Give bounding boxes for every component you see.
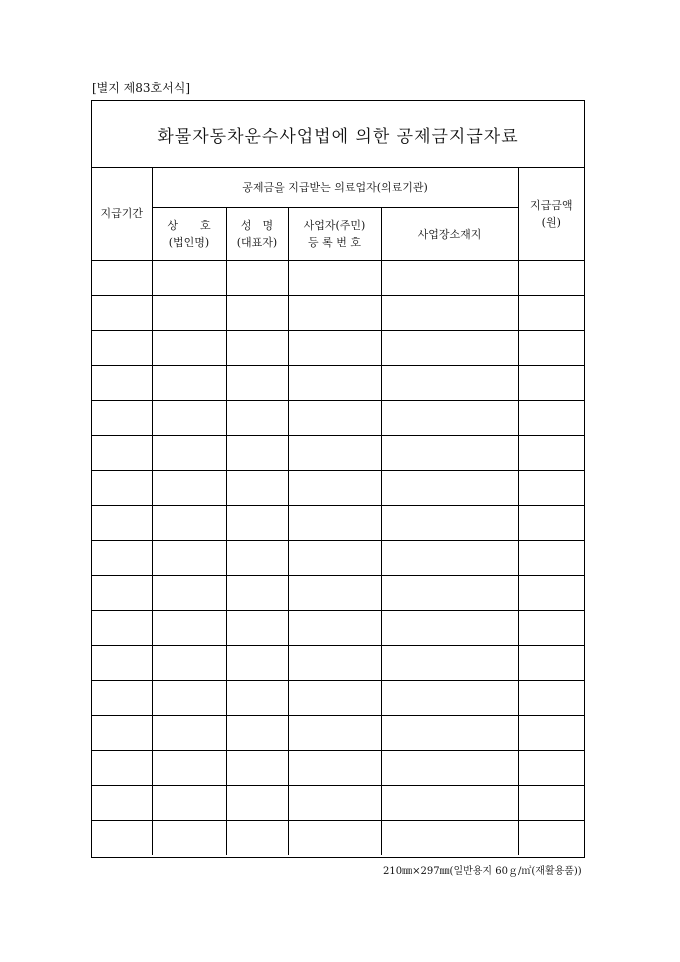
trade-name-cell[interactable] <box>152 401 226 436</box>
representative-cell[interactable] <box>226 471 288 506</box>
amount-cell[interactable] <box>518 646 584 681</box>
amount-cell[interactable] <box>518 436 584 471</box>
payment-table <box>92 167 584 855</box>
representative-cell[interactable] <box>226 821 288 856</box>
header-registration-number <box>288 208 381 261</box>
address-cell[interactable] <box>381 646 518 681</box>
amount-cell[interactable] <box>518 471 584 506</box>
representative-cell[interactable] <box>226 331 288 366</box>
period-cell[interactable] <box>92 646 152 681</box>
registration-cell[interactable] <box>288 436 381 471</box>
address-cell[interactable] <box>381 331 518 366</box>
representative-cell[interactable] <box>226 681 288 716</box>
amount-cell[interactable] <box>518 506 584 541</box>
period-cell[interactable] <box>92 716 152 751</box>
address-cell[interactable] <box>381 436 518 471</box>
registration-cell[interactable] <box>288 331 381 366</box>
registration-cell[interactable] <box>288 716 381 751</box>
period-cell[interactable] <box>92 821 152 856</box>
header-trade-name <box>152 208 226 261</box>
address-cell[interactable] <box>381 471 518 506</box>
amount-cell[interactable] <box>518 331 584 366</box>
header-representative-line2: (대표자) <box>236 236 278 249</box>
form-box <box>91 100 585 858</box>
trade-name-cell[interactable] <box>152 821 226 856</box>
representative-cell[interactable] <box>226 506 288 541</box>
representative-cell[interactable] <box>226 366 288 401</box>
trade-name-cell[interactable] <box>152 366 226 401</box>
registration-cell[interactable] <box>288 471 381 506</box>
table-row <box>92 821 584 856</box>
trade-name-cell[interactable] <box>152 261 226 296</box>
amount-cell[interactable] <box>518 296 584 331</box>
table-row <box>92 751 584 786</box>
trade-name-cell[interactable] <box>152 541 226 576</box>
table-row <box>92 681 584 716</box>
trade-name-cell[interactable] <box>152 296 226 331</box>
address-cell[interactable] <box>381 506 518 541</box>
registration-cell[interactable] <box>288 366 381 401</box>
amount-cell[interactable] <box>518 401 584 436</box>
period-cell[interactable] <box>92 471 152 506</box>
address-cell[interactable] <box>381 611 518 646</box>
period-cell[interactable] <box>92 401 152 436</box>
trade-name-cell[interactable] <box>152 471 226 506</box>
table-row <box>92 471 584 506</box>
registration-cell[interactable] <box>288 786 381 821</box>
representative-cell[interactable] <box>226 541 288 576</box>
address-cell[interactable] <box>381 401 518 436</box>
table-row <box>92 576 584 611</box>
representative-cell[interactable] <box>226 401 288 436</box>
amount-cell[interactable] <box>518 366 584 401</box>
period-cell[interactable] <box>92 366 152 401</box>
registration-cell[interactable] <box>288 541 381 576</box>
amount-cell[interactable] <box>518 611 584 646</box>
trade-name-cell[interactable] <box>152 751 226 786</box>
address-cell[interactable] <box>381 751 518 786</box>
address-cell[interactable] <box>381 716 518 751</box>
representative-cell[interactable] <box>226 576 288 611</box>
header-recipient-group: 공제금을 지급받는 의료업자(의료기관) <box>152 167 518 208</box>
period-cell[interactable] <box>92 611 152 646</box>
representative-cell[interactable] <box>226 786 288 821</box>
registration-cell[interactable] <box>288 576 381 611</box>
table-row <box>92 611 584 646</box>
trade-name-cell[interactable] <box>152 436 226 471</box>
amount-cell[interactable] <box>518 261 584 296</box>
trade-name-cell[interactable] <box>152 506 226 541</box>
address-cell[interactable] <box>381 576 518 611</box>
table-row <box>92 401 584 436</box>
table-row <box>92 261 584 296</box>
address-cell[interactable] <box>381 681 518 716</box>
amount-cell[interactable] <box>518 716 584 751</box>
period-cell[interactable] <box>92 681 152 716</box>
header-amount-line2: (원) <box>541 215 561 229</box>
table-row <box>92 506 584 541</box>
amount-cell[interactable] <box>518 541 584 576</box>
period-cell[interactable] <box>92 296 152 331</box>
form-number: [별지 제83호서식] <box>92 81 190 95</box>
trade-name-cell[interactable] <box>152 331 226 366</box>
address-cell[interactable] <box>381 786 518 821</box>
period-cell[interactable] <box>92 436 152 471</box>
form-title: 화물자동차운수사업법에 의한 공제금지급자료 <box>92 101 584 168</box>
address-cell[interactable] <box>381 261 518 296</box>
table-row <box>92 786 584 821</box>
period-cell[interactable] <box>92 786 152 821</box>
representative-cell[interactable] <box>226 646 288 681</box>
header-amount-line1: 지급금액 <box>530 198 573 212</box>
registration-cell[interactable] <box>288 681 381 716</box>
registration-cell[interactable] <box>288 261 381 296</box>
period-cell[interactable] <box>92 541 152 576</box>
table-row <box>92 331 584 366</box>
header-amount <box>518 167 584 261</box>
representative-cell[interactable] <box>226 751 288 786</box>
header-trade-name-line1: 상 호 <box>167 219 211 232</box>
registration-cell[interactable] <box>288 611 381 646</box>
amount-cell[interactable] <box>518 751 584 786</box>
period-cell[interactable] <box>92 331 152 366</box>
header-address: 사업장소재지 <box>381 208 518 261</box>
registration-cell[interactable] <box>288 751 381 786</box>
address-cell[interactable] <box>381 541 518 576</box>
representative-cell[interactable] <box>226 261 288 296</box>
header-representative <box>226 208 288 261</box>
period-cell[interactable] <box>92 576 152 611</box>
registration-cell[interactable] <box>288 821 381 856</box>
trade-name-cell[interactable] <box>152 611 226 646</box>
period-cell[interactable] <box>92 751 152 786</box>
period-cell[interactable] <box>92 506 152 541</box>
trade-name-cell[interactable] <box>152 786 226 821</box>
registration-cell[interactable] <box>288 646 381 681</box>
representative-cell[interactable] <box>226 296 288 331</box>
table-row <box>92 646 584 681</box>
amount-cell[interactable] <box>518 681 584 716</box>
representative-cell[interactable] <box>226 611 288 646</box>
address-cell[interactable] <box>381 296 518 331</box>
representative-cell[interactable] <box>226 436 288 471</box>
amount-cell[interactable] <box>518 576 584 611</box>
amount-cell[interactable] <box>518 821 584 856</box>
trade-name-cell[interactable] <box>152 716 226 751</box>
header-period: 지급기간 <box>92 167 152 261</box>
trade-name-cell[interactable] <box>152 576 226 611</box>
table-row <box>92 436 584 471</box>
header-registration-line1: 사업자(주민) <box>303 219 366 232</box>
header-representative-line1: 성 명 <box>240 219 274 232</box>
amount-cell[interactable] <box>518 786 584 821</box>
registration-cell[interactable] <box>288 401 381 436</box>
header-registration-line2: 등 록 번 호 <box>308 236 361 249</box>
period-cell[interactable] <box>92 261 152 296</box>
registration-cell[interactable] <box>288 506 381 541</box>
table-row <box>92 541 584 576</box>
registration-cell[interactable] <box>288 296 381 331</box>
representative-cell[interactable] <box>226 716 288 751</box>
trade-name-cell[interactable] <box>152 646 226 681</box>
table-row <box>92 296 584 331</box>
table-row <box>92 366 584 401</box>
table-row <box>92 716 584 751</box>
paper-spec-footnote: 210㎜×297㎜(일반용지 60ｇ/㎡(재활용품)) <box>383 866 582 877</box>
address-cell[interactable] <box>381 366 518 401</box>
trade-name-cell[interactable] <box>152 681 226 716</box>
address-cell[interactable] <box>381 821 518 856</box>
header-trade-name-line2: (법인명) <box>168 236 210 249</box>
